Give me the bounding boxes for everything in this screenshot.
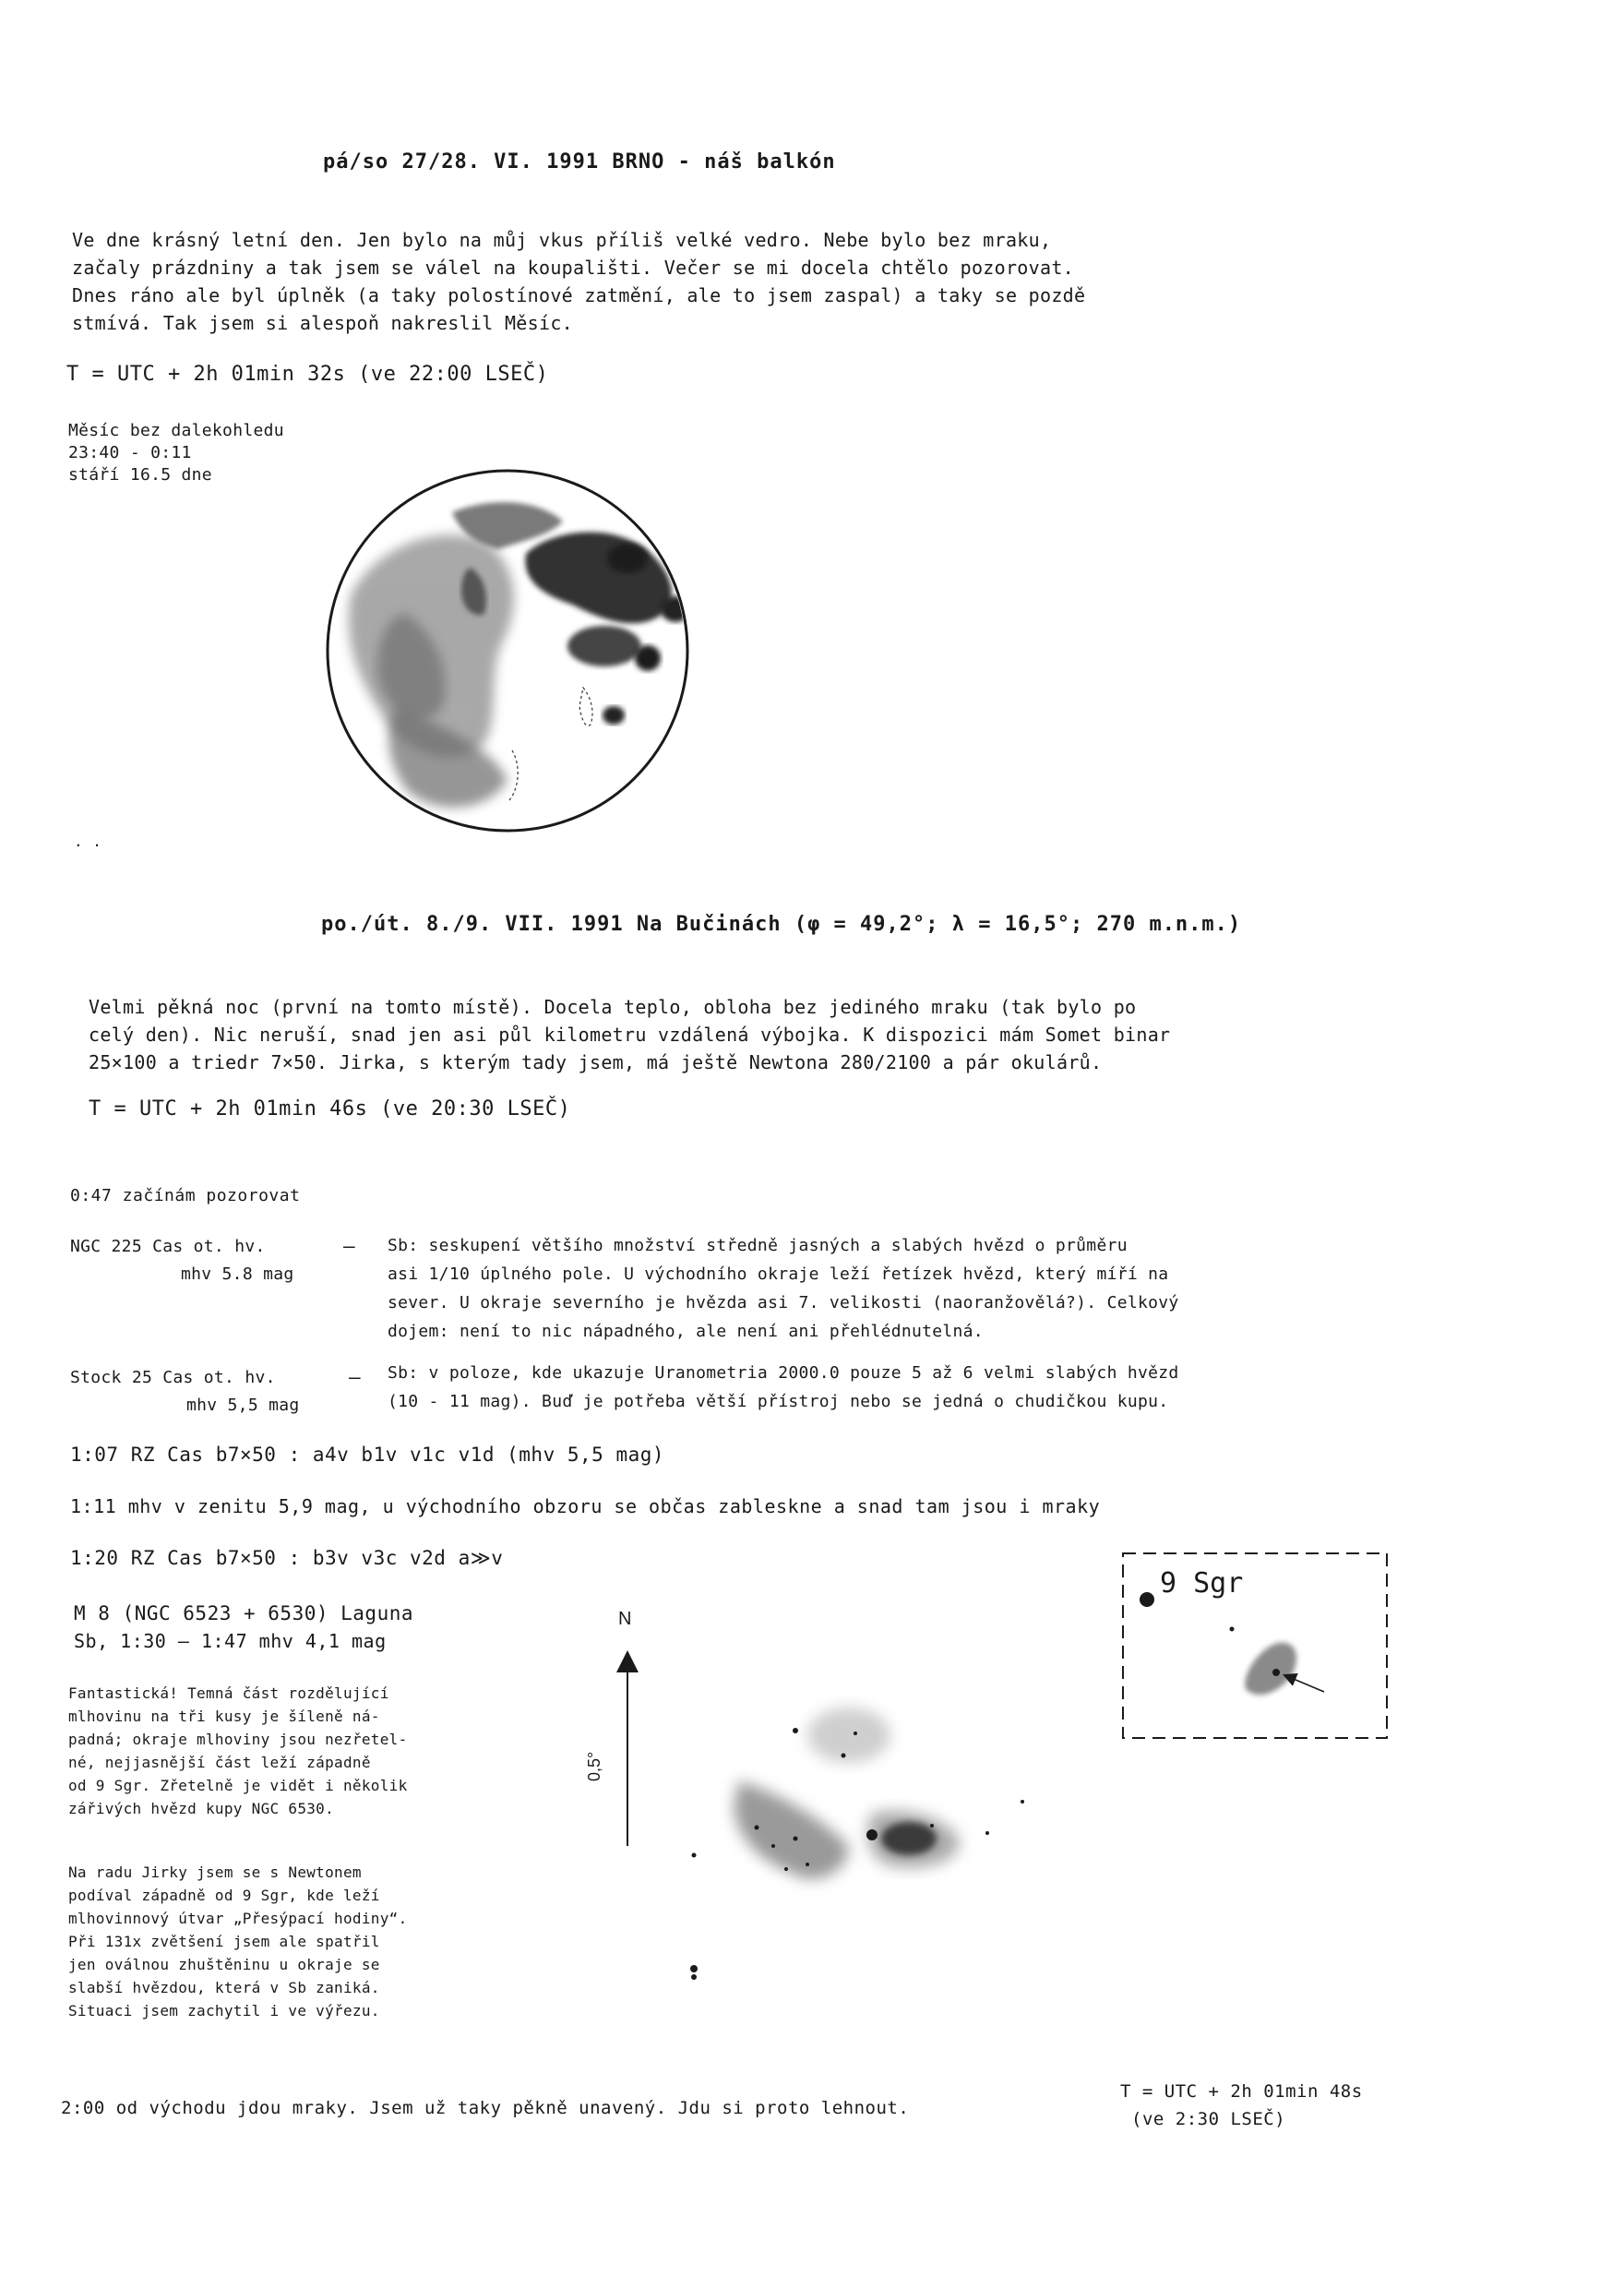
star [866, 1829, 878, 1840]
m8-para1 [68, 1682, 408, 1820]
pointer-arrow [1289, 1677, 1324, 1692]
stock25-text [388, 1359, 1179, 1416]
m8-sub: Sb, 1:30 – 1:47 mhv 4,1 mag [74, 1630, 387, 1652]
star [755, 1826, 759, 1830]
moon-note-line: 23:40 - 0:11 [68, 443, 192, 462]
entry2-header: po./út. 8./9. VII. 1991 Na Bučinách (φ = 49,2°; λ = 16,5°; 270 m.n.m.) [321, 913, 1242, 936]
mare-region [607, 544, 648, 573]
ngc225-mag: mhv 5.8 mag [181, 1264, 294, 1284]
m8-p1-line: padná; okraje mlhoviny jsou nezřetel- [68, 1731, 408, 1748]
star [771, 1844, 775, 1848]
entry2-intro [89, 993, 1170, 1076]
moon-note-line: Měsíc bez dalekohledu [68, 421, 284, 440]
mare-region [567, 626, 641, 666]
star [692, 1853, 697, 1858]
stock25-line: (10 - 11 mag). Buď je potřeba větší přístroj nebo se jedná o chudičkou kupu. [388, 1392, 1169, 1411]
stock25-mag: mhv 5,5 mag [186, 1396, 300, 1415]
moon-note-line: stáří 16.5 dne [68, 465, 212, 485]
star [806, 1863, 809, 1866]
ngc225-arrow: – [343, 1235, 356, 1257]
north-label: N [618, 1609, 632, 1629]
log-107: 1:07 RZ Cas b7×50 : a4v b1v v1c v1d (mhv 5,5 mag) [70, 1444, 665, 1466]
ngc225-line: asi 1/10 úplného pole. U východního okraje leží řetízek hvězd, který míří na [388, 1264, 1169, 1284]
end-time2: (ve 2:30 LSEČ) [1131, 2109, 1286, 2129]
entry2-intro-line: celý den). Nic neruší, snad jen asi půl kilometru vzdálená výbojka. K dispozici mám Somet binar [89, 1024, 1171, 1046]
entry2-intro-line: Velmi pěkná noc (první na tomto místě). Docela teplo, obloha bez jediného mraku (tak bylo po [89, 996, 1137, 1018]
entry2-time: T = UTC + 2h 01min 46s (ve 20:30 LSEČ) [89, 1097, 571, 1121]
stock25-name: Stock 25 Cas ot. hv. [70, 1368, 276, 1387]
m8-p1-line: od 9 Sgr. Zřetelně je vidět i několik [68, 1777, 408, 1794]
ngc225-line: sever. U okraje severního je hvězda asi 7. velikosti (naoranžovělá?). Celkový [388, 1293, 1179, 1312]
log-120: 1:20 RZ Cas b7×50 : b3v v3c v2d a≫v [70, 1547, 504, 1569]
inset-label: 9 Sgr [1160, 1567, 1244, 1600]
star [794, 1837, 798, 1841]
hourglass-patch [1245, 1643, 1296, 1696]
entry1-intro-line: začaly prázdniny a tak jsem se válel na koupališti. Večer se mi docela chtělo pozorovat. [72, 257, 1075, 279]
m8-title: M 8 (NGC 6523 + 6530) Laguna [74, 1602, 414, 1624]
stock25-arrow: – [349, 1366, 362, 1388]
star [690, 1965, 698, 1972]
entry1-intro-line: Ve dne krásný letní den. Jen bylo na můj vkus příliš velké vedro. Nebe bylo bez mraku, [72, 229, 1052, 251]
moon-sketch [314, 457, 701, 845]
m8-para2 [68, 1861, 408, 2022]
stock25-line: Sb: v poloze, kde ukazuje Uranometria 2000.0 pouze 5 až 6 velmi slabých hvězd [388, 1363, 1179, 1383]
inset-box [1112, 1537, 1398, 1758]
m8-p1-line: mlhovinu na tři kusy je šíleně ná- [68, 1708, 380, 1725]
star [1021, 1800, 1024, 1804]
star-9sgr [1140, 1592, 1154, 1607]
m8-sketch [554, 1597, 1070, 2040]
m8-p2-line: podíval západně od 9 Sgr, kde leží [68, 1887, 380, 1904]
star [930, 1824, 934, 1828]
star [842, 1754, 846, 1758]
star [793, 1728, 798, 1733]
scale-label: 0,5° [585, 1751, 603, 1781]
log-start: 0:47 začínám pozorovat [70, 1186, 301, 1205]
entry1-intro-line: Dnes ráno ale byl úplněk (a taky polostínové zatmění, ale to jsem zaspal) a taky se pozdě [72, 284, 1086, 306]
star [784, 1867, 788, 1871]
entry1-header: pá/so 27/28. VI. 1991 BRNO - náš balkón [323, 150, 836, 174]
log-111: 1:11 mhv v zenitu 5,9 mag, u východního obzoru se občas zableskne a snad tam jsou i mraky [70, 1495, 1101, 1517]
ngc225-text [388, 1231, 1179, 1346]
ngc225-line: dojem: není to nic nápadného, ale není ani přehlédnutelná. [388, 1322, 984, 1341]
dots-mark: . . [74, 833, 102, 850]
entry1-intro [72, 226, 1085, 337]
star [1230, 1627, 1235, 1632]
m8-p1-line: né, nejjasnější část leží západně [68, 1754, 371, 1771]
star [854, 1732, 857, 1735]
mare-region [635, 645, 661, 671]
entry1-time: T = UTC + 2h 01min 32s (ve 22:00 LSEČ) [66, 363, 549, 386]
mare-region [603, 706, 625, 725]
m8-p2-line: Při 131x zvětšení jsem ale spatřil [68, 1933, 380, 1950]
m8-p2-line: mlhovinnový útvar „Přesýpací hodiny“. [68, 1910, 408, 1927]
entry2-intro-line: 25×100 a triedr 7×50. Jirka, s kterým tady jsem, má ještě Newtona 280/2100 a pár okulárů. [89, 1051, 1103, 1073]
ngc225-name: NGC 225 Cas ot. hv. [70, 1237, 266, 1256]
m8-p2-line: jen oválnou zhuštěninu u okraje se [68, 1956, 380, 1973]
star [1272, 1669, 1280, 1676]
m8-p2-line: slabší hvězdou, která v Sb zaniká. [68, 1979, 380, 1996]
end-time1: T = UTC + 2h 01min 48s [1120, 2081, 1363, 2102]
end-text: 2:00 od východu jdou mraky. Jsem už taky pěkně unavený. Jdu si proto lehnout. [61, 2098, 910, 2118]
entry1-intro-line: stmívá. Tak jsem si alespoň nakreslil Měsíc. [72, 312, 574, 334]
m8-p2-line: Na radu Jirky jsem se s Newtonem [68, 1864, 362, 1881]
m8-p1-line: Fantastická! Temná část rozdělující [68, 1684, 389, 1702]
m8-p2-line: Situaci jsem zachytil i ve výřezu. [68, 2002, 380, 2019]
ngc225-label [70, 1233, 294, 1288]
ngc225-line: Sb: seskupení většího množství středně jasných a slabých hvězd o průměru [388, 1236, 1128, 1255]
star [985, 1831, 989, 1835]
m8-p1-line: zářivých hvězd kupy NGC 6530. [68, 1800, 335, 1817]
stock25-label [70, 1364, 300, 1420]
nebula-core [881, 1822, 937, 1855]
nebula-patch [734, 1781, 849, 1879]
nebula-patch [807, 1708, 890, 1763]
moon-notes [68, 420, 284, 486]
star [691, 1974, 697, 1980]
